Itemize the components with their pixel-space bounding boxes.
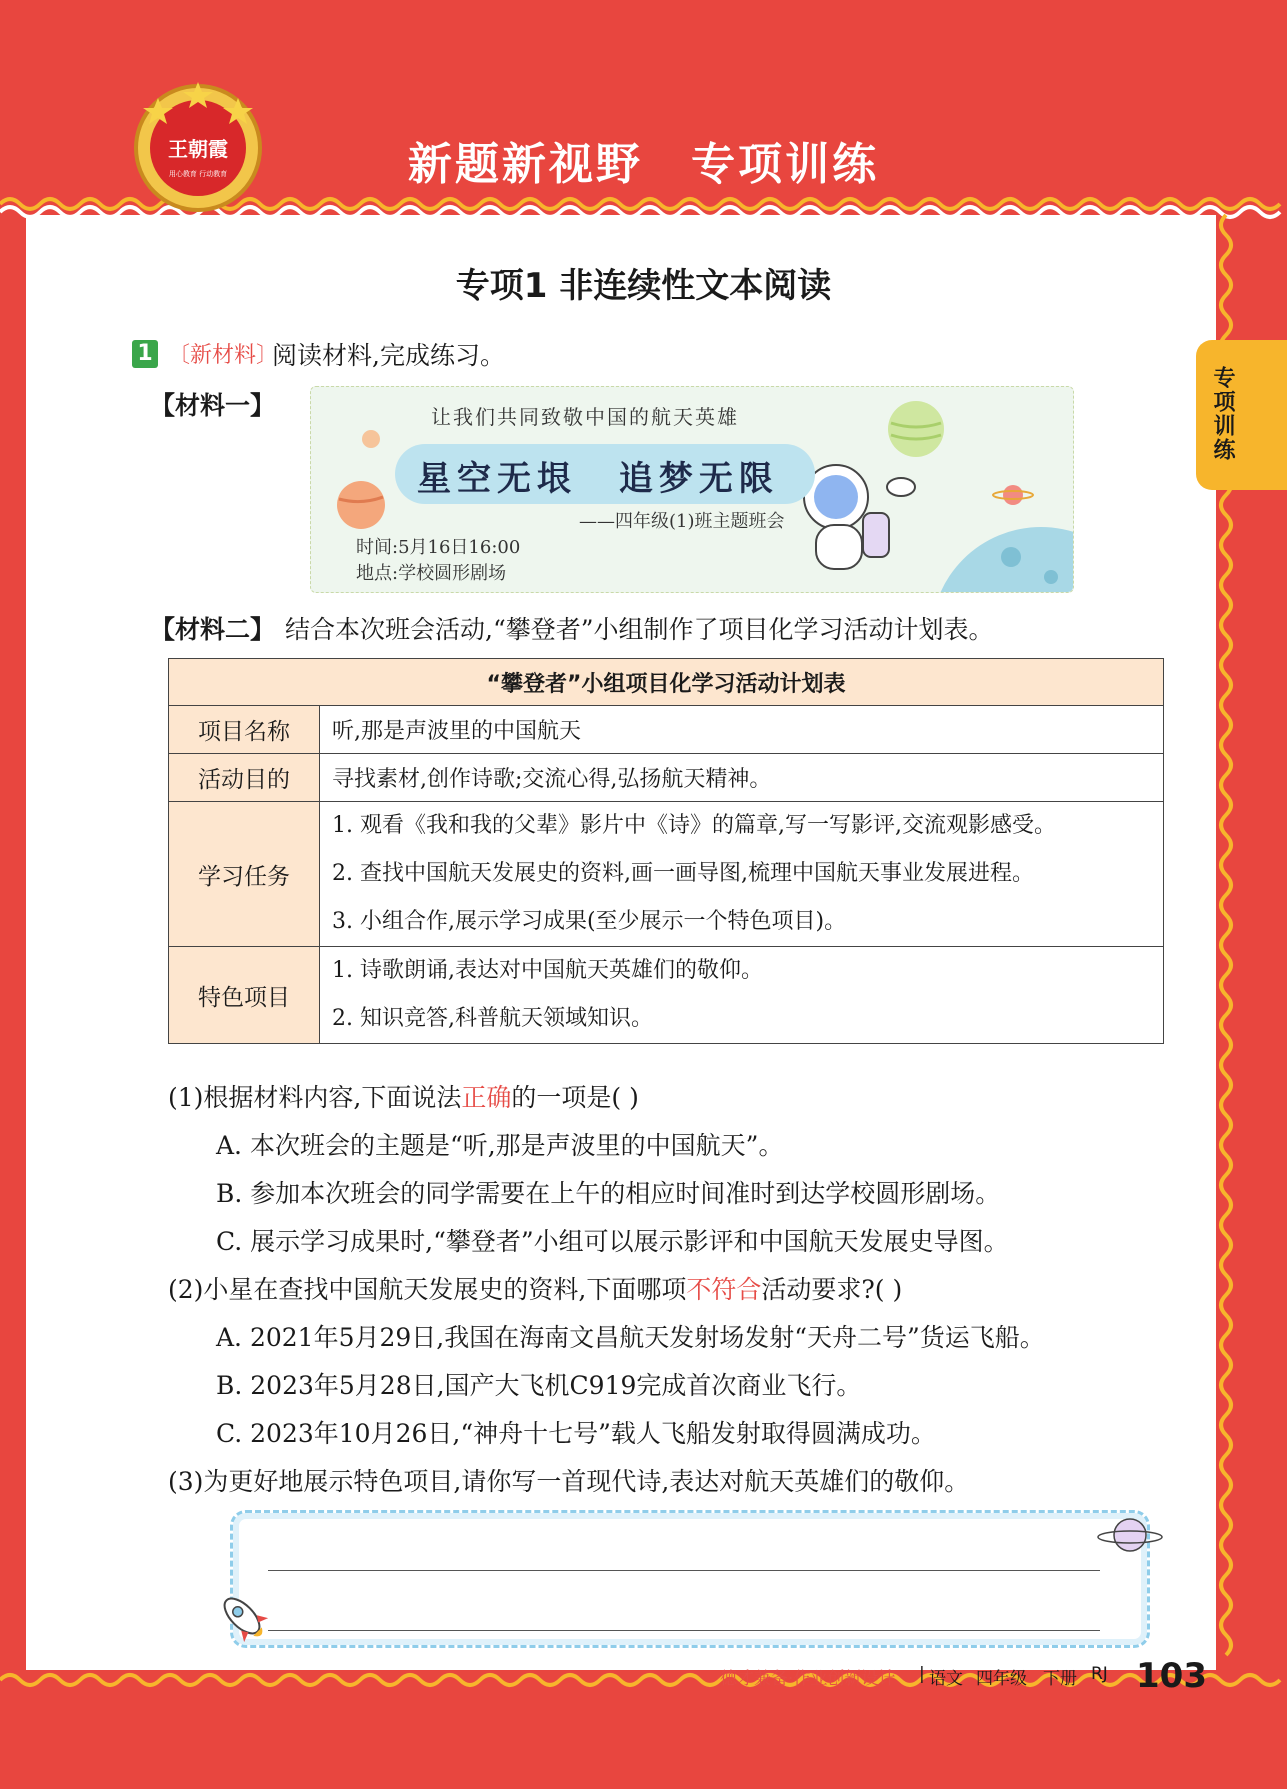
table-row (169, 659, 1164, 706)
question-2 (168, 1270, 902, 1306)
poster-subtitle: ——四年级(1)班主题班会 (579, 511, 785, 532)
question-3: (3)为更好地展示特色项目,请你写一首现代诗,表达对航天英雄们的敬仰。 (168, 1467, 970, 1496)
question-2-emphasis: 不符合 (686, 1275, 762, 1304)
question-2-suffix: 活动要求?( ) (761, 1275, 903, 1304)
answer-line[interactable] (268, 1570, 1100, 1571)
question-2-option-b: B. 2023年5月28日,国产大飞机C919完成首次商业飞行。 (216, 1371, 862, 1400)
question-1 (168, 1078, 639, 1114)
question-1-emphasis: 正确 (461, 1083, 512, 1112)
table-label-tasks: 学习任务 (169, 802, 320, 947)
table-row (169, 947, 1164, 1044)
poster-headline: 让我们共同致敬中国的航天英雄 (431, 405, 739, 429)
question-number-badge: 1 (132, 340, 158, 368)
table-row (169, 754, 1164, 802)
question-2-option-c: C. 2023年10月26日,“神舟十七号”载人飞船发射取得圆满成功。 (216, 1419, 936, 1448)
footer-edition: RJ (1091, 1664, 1108, 1684)
question-2-option-a: A. 2021年5月29日,我国在海南文昌航天发射场发射“天舟二号”货运飞船。 (216, 1323, 1045, 1352)
material1-poster (310, 386, 1074, 593)
banner-title: 新题新视野 专项训练 (407, 139, 880, 190)
list-item: 1. 诗歌朗诵,表达对中国航天英雄们的敬仰。 (332, 958, 763, 983)
table-row (169, 706, 1164, 754)
table-label-project-name: 项目名称 (169, 706, 320, 754)
question-instruction: 阅读材料,完成练习。 (272, 341, 505, 370)
material1-label: 【材料一】 (150, 391, 276, 420)
question-1-option-a: A. 本次班会的主题是“听,那是声波里的中国航天”。 (216, 1131, 784, 1160)
list-item: 2. 查找中国航天发展史的资料,画一画导图,梳理中国航天事业发展进程。 (332, 861, 1034, 886)
table-cell-purpose: 寻找素材,创作诗歌;交流心得,弘扬航天精神。 (320, 754, 1164, 802)
list-item: 2. 知识竞答,科普航天领域知识。 (332, 1006, 653, 1031)
question-1-option-b: B. 参加本次班会的同学需要在上午的相应时间准时到达学校圆形剧场。 (216, 1179, 1001, 1208)
question-1-option-c: C. 展示学习成果时,“攀登者”小组可以展示影评和中国航天发展史导图。 (216, 1227, 1009, 1256)
side-tab (1196, 340, 1287, 490)
side-tab-label: 专项训练 (1210, 366, 1235, 462)
rocket-icon (214, 1588, 270, 1644)
table-title: “攀登者”小组项目化学习活动计划表 (169, 659, 1164, 706)
poster-time: 时间:5月16日16:00 (356, 537, 521, 558)
footer-subject: 语文 (929, 1669, 963, 1689)
table-row (169, 802, 1164, 947)
logo-slogan: 用心教育 行动教育 (168, 170, 228, 178)
question-tag: 〔新材料〕 (168, 343, 279, 368)
footer-grade: 四年级 (976, 1669, 1027, 1689)
footer-volume: 下册 (1043, 1669, 1077, 1689)
table-cell-project-name: 听,那是声波里的中国航天 (320, 706, 1164, 754)
poster-title: 星空无垠 追梦无限 (417, 459, 779, 499)
table-cell-features (320, 947, 1164, 1044)
footer-separator: | (919, 1664, 925, 1684)
answer-line[interactable] (268, 1630, 1100, 1631)
section-title: 专项1 非连续性文本阅读 (455, 266, 832, 306)
table-cell-tasks (320, 802, 1164, 947)
question-2-prefix: (2)小星在查找中国航天发展史的资料,下面哪项 (168, 1275, 687, 1304)
question-1-suffix: 的一项是( ) (511, 1083, 639, 1112)
question-1-prefix: (1)根据材料内容,下面说法 (168, 1083, 462, 1112)
page-number: 103 (1136, 1656, 1207, 1696)
list-item: 1. 观看《我和我的父辈》影片中《诗》的篇章,写一写影评,交流观影感受。 (332, 813, 1056, 838)
poster-place: 地点:学校圆形剧场 (356, 563, 507, 584)
table-label-features: 特色项目 (169, 947, 320, 1044)
table-label-purpose: 活动目的 (169, 754, 320, 802)
list-item: 3. 小组合作,展示学习成果(至少展示一个特色项目)。 (332, 909, 847, 934)
activity-plan-table (168, 658, 1164, 1044)
logo-text: 王朝霞 (168, 137, 228, 161)
material2-label: 【材料二】 (150, 615, 276, 644)
material2-text: 结合本次班会活动,“攀登者”小组制作了项目化学习活动计划表。 (285, 615, 994, 644)
answer-writing-box[interactable] (230, 1510, 1150, 1648)
footer-series: 德才兼备·作业创新设计 (720, 1669, 896, 1689)
planet-icon (1094, 1510, 1166, 1560)
